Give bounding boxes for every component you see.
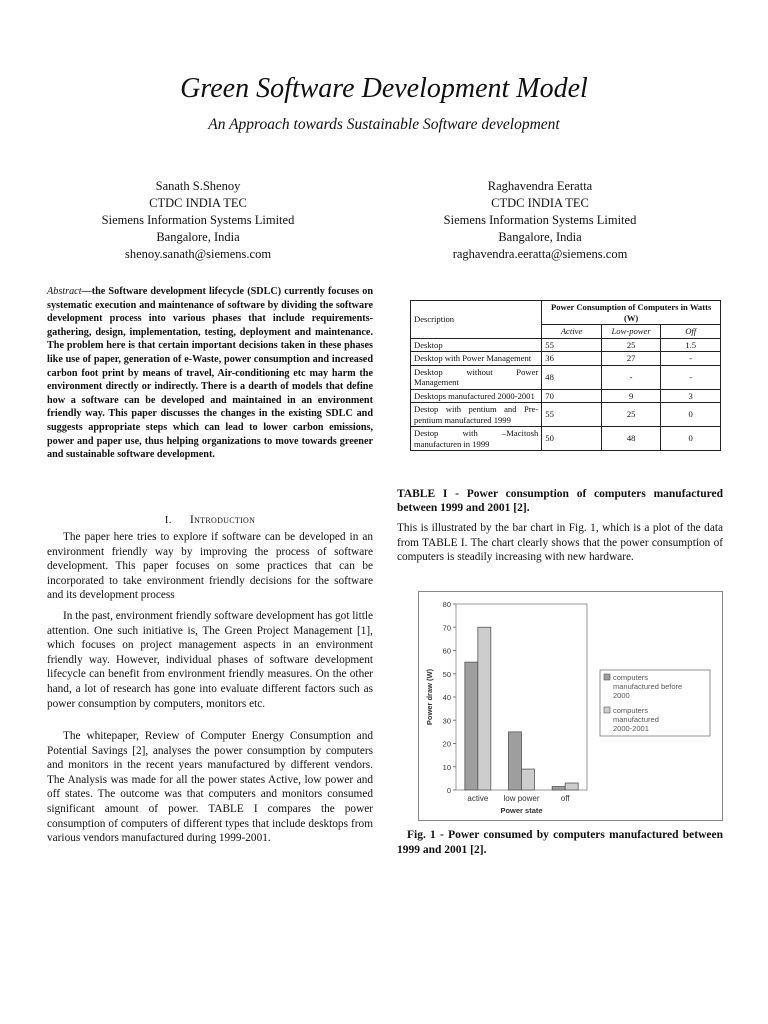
table-cell-off: 0 <box>661 403 721 427</box>
bar <box>465 662 478 790</box>
table-cell-desc: Desktop with Power Management <box>411 352 542 366</box>
body-paragraph: This is illustrated by the bar chart in Fig. 1, which is a plot of the data from TABLE I. The chart clearly shows that the power consumption of computers is steadily increasing with new hardware. <box>397 522 723 564</box>
table-cell-low: 9 <box>601 389 661 403</box>
table-row <box>411 389 721 403</box>
table-row <box>411 365 721 389</box>
legend-label: 2000-2001 <box>613 724 649 733</box>
bar <box>478 627 491 790</box>
y-axis-label: Power draw (W) <box>425 668 434 726</box>
table-row <box>411 352 721 366</box>
table-cell-low: 25 <box>601 403 661 427</box>
table-cell-active: 55 <box>542 403 602 427</box>
table-subheader: Off <box>661 325 721 339</box>
abstract-text: —the Software development lifecycle (SDLC) currently focuses on systematic execution and maintenance of software by dividing the software development process into various phases that include requirements-gathering, design, implementation, testing, deployment and maintenance. The problem here is that certain important decisions taken in these phases like use of paper, generation of e-Waste, power consumption and increased carbon foot print by means of travel, Air-conditioning etc may harm the environment directly or indirectly. There is a dearth of models that define how a software can be developed and maintained in an environment friendly way. This paper discusses the changes in the existing SDLC and suggests appropriate steps which can lead to lower carbon emissions, power and paper use, thus helping organizations to move towards greener and sustainable software development. <box>47 286 373 461</box>
table-header-group: Power Consumption of Computers in Watts (W) <box>542 301 721 325</box>
table-cell-off: - <box>661 365 721 389</box>
section-title: Introduction <box>189 512 256 526</box>
table-subheader: Low-power <box>601 325 661 339</box>
bar <box>565 783 578 790</box>
y-tick-label: 50 <box>442 669 451 679</box>
table-cell-desc: Desktops manufactured 2000-2001 <box>411 389 542 403</box>
y-tick-label: 20 <box>442 739 451 749</box>
y-tick-label: 70 <box>442 623 451 633</box>
legend-label: manufactured before <box>613 682 683 691</box>
table-cell-active: 48 <box>542 365 602 389</box>
table-row <box>411 403 721 427</box>
power-table <box>410 300 721 451</box>
table-cell-low: - <box>601 365 661 389</box>
y-tick-label: 60 <box>442 646 451 656</box>
table-cell-desc: Destop with pentium and Pre-pentium manufactured 1999 <box>411 403 542 427</box>
author-name: Raghavendra Eeratta <box>487 179 593 193</box>
legend-swatch <box>604 674 610 680</box>
bar-chart <box>419 592 722 820</box>
author-dept: CTDC INDIA TEC <box>491 196 589 210</box>
y-tick-label: 80 <box>442 600 451 609</box>
body-paragraph: The paper here tries to explore if software can be developed in an environment friendly way by improving the process of software development. This paper focuses on some practices that can be incorporated to take environment friendly decisions for the software and its development process <box>47 531 373 602</box>
author-city: Bangalore, India <box>156 230 240 244</box>
y-tick-label: 10 <box>442 762 451 772</box>
paper-subtitle: An Approach towards Sustainable Software development <box>208 116 560 133</box>
bar <box>509 732 522 790</box>
author-block-1 <box>33 178 363 263</box>
author-org: Siemens Information Systems Limited <box>443 213 637 227</box>
author-city: Bangalore, India <box>498 230 582 244</box>
section-number: I. <box>164 514 172 526</box>
section-heading <box>47 512 373 527</box>
body-paragraph: In the past, environment friendly software development has got little attention. One such initiative is, The Green Project Management [1], which focuses on project management aspects in an environment friendly way. However, individual phases of software development lifecycle can benefit from environment friendly measures. On the other hand, a lot of research has gone into evaluate different factors such as power consumption by computers, monitors etc. <box>47 610 373 710</box>
legend-label: manufactured <box>613 715 659 724</box>
abstract-lead: Abstract <box>47 286 82 297</box>
table-cell-desc: Desktop <box>411 338 542 352</box>
author-dept: CTDC INDIA TEC <box>149 196 247 210</box>
table-cell-active: 70 <box>542 389 602 403</box>
author-email[interactable]: raghavendra.eeratta@siemens.com <box>452 247 628 261</box>
body-paragraph: The whitepaper, Review of Computer Energy Consumption and Potential Savings [2], analyses the power consumption by computers and monitors in the recent years manufactured by different vendors. The Analysis was made for all the power states Active, low power and off states. The outcome was that computers and monitors consumed significant amount of power. TABLE I compares the power consumption of computers of different types that include desktops from various vendors manufactured during 1999-2001. <box>47 730 373 845</box>
table-cell-desc: Destop with –Macitosh manufacturen in 1999 <box>411 427 542 451</box>
table-cell-off: - <box>661 352 721 366</box>
table-row <box>411 338 721 352</box>
y-tick-label: 40 <box>442 693 451 702</box>
chart-frame <box>418 591 723 821</box>
table-cell-desc: Desktop without Power Management <box>411 365 542 389</box>
legend-label: 2000 <box>613 691 630 700</box>
author-org: Siemens Information Systems Limited <box>101 213 295 227</box>
table-cell-off: 1.5 <box>661 338 721 352</box>
figure-caption: Fig. 1 - Power consumed by computers manufactured between 1999 and 2001 [2]. <box>397 829 723 856</box>
abstract <box>47 285 373 462</box>
table-header-description: Description <box>411 301 542 339</box>
x-tick-label: off <box>560 794 570 803</box>
y-tick-label: 30 <box>442 716 451 726</box>
legend-label: computers <box>613 673 649 682</box>
x-tick-label: low power <box>503 794 540 803</box>
paper-title: Green Software Development Model <box>180 73 588 104</box>
table-cell-low: 27 <box>601 352 661 366</box>
author-name: Sanath S.Shenoy <box>155 179 241 193</box>
legend-label: computers <box>613 706 649 715</box>
table-header-row <box>411 301 721 325</box>
table-cell-low: 25 <box>601 338 661 352</box>
x-tick-label: active <box>467 794 489 803</box>
table-cell-off: 3 <box>661 389 721 403</box>
author-block-2 <box>375 178 705 263</box>
bar <box>552 787 565 790</box>
table-row <box>411 427 721 451</box>
x-axis-label: Power state <box>500 806 543 815</box>
table-cell-active: 55 <box>542 338 602 352</box>
author-email[interactable]: shenoy.sanath@siemens.com <box>124 247 272 261</box>
legend-swatch <box>604 707 610 713</box>
table-subheader: Active <box>542 325 602 339</box>
table-cell-active: 36 <box>542 352 602 366</box>
y-tick-label: 0 <box>446 786 451 795</box>
table-cell-low: 48 <box>601 427 661 451</box>
table-cell-active: 50 <box>542 427 602 451</box>
bar <box>522 769 535 790</box>
table-caption: TABLE I - Power consumption of computers manufactured between 1999 and 2001 [2]. <box>397 488 723 514</box>
table-cell-off: 0 <box>661 427 721 451</box>
